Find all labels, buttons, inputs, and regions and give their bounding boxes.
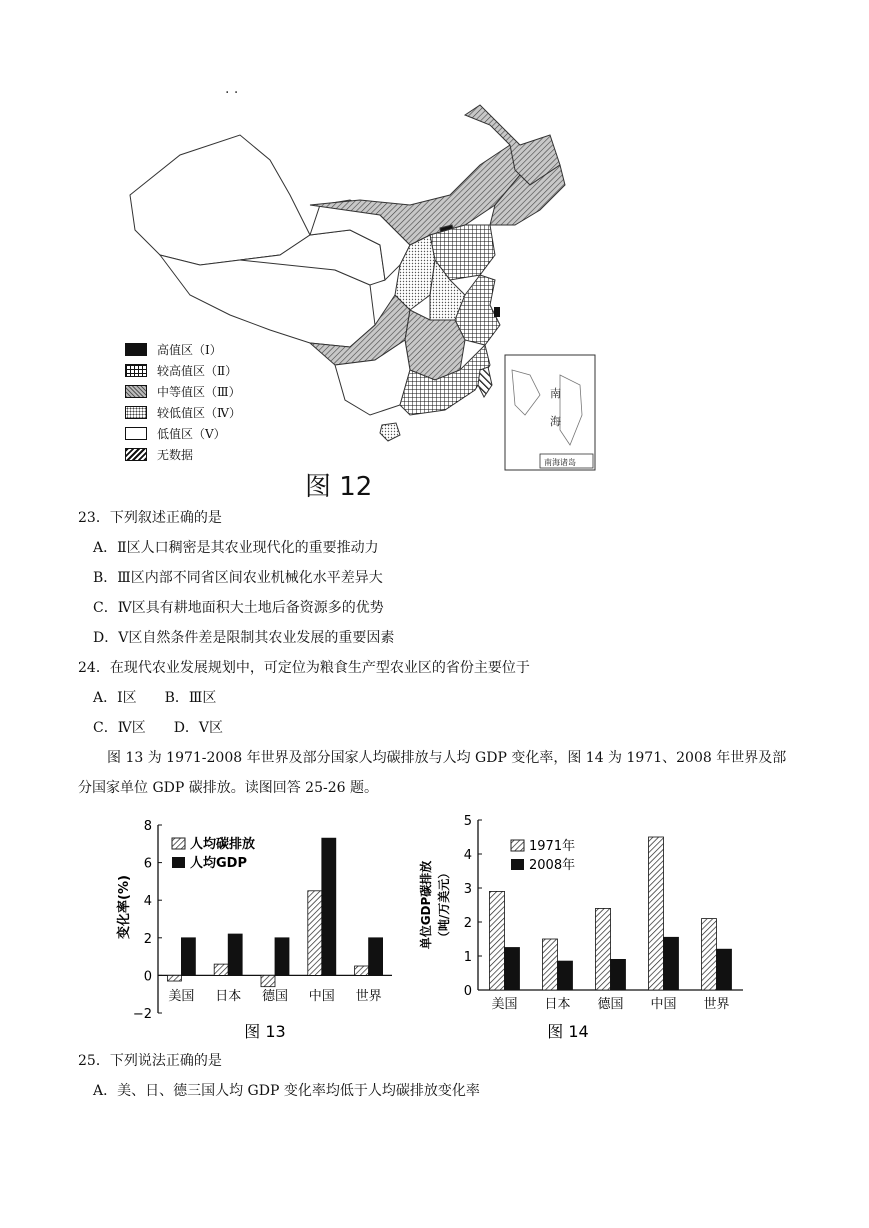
- question-24-options-cd: C．Ⅳ区 D．Ⅴ区: [93, 720, 224, 736]
- inset-label-hai: 海: [550, 415, 561, 428]
- legend-label: 较低值区（Ⅳ）: [157, 406, 241, 420]
- bar-series2: [717, 949, 732, 990]
- legend-swatch-grid: [125, 364, 147, 377]
- china-map-figure: [120, 85, 610, 505]
- figure-13-legend-swatch-solid: [172, 857, 185, 868]
- region-taiwan: [478, 367, 492, 397]
- bar-series1: [596, 908, 611, 990]
- y-tick-label: 0: [463, 984, 472, 999]
- bar-series2: [275, 938, 289, 976]
- figure-14-ylabel: 单位GDP碳排放: [419, 860, 433, 950]
- legend-item-higher: [125, 362, 237, 379]
- legend-label: 无数据: [157, 448, 194, 462]
- figure-14-legend-label-1: 1971年: [529, 839, 576, 854]
- bar-series1: [261, 975, 275, 986]
- y-tick-label: 2: [463, 916, 472, 931]
- china-map: [120, 85, 610, 505]
- x-tick-label: 中国: [650, 997, 677, 1012]
- figure-14-caption: 图 14: [547, 1022, 589, 1041]
- figure-13-legend-swatch-hatch: [172, 838, 185, 849]
- bar-series2: [228, 934, 242, 975]
- figure-13-chart: [110, 812, 400, 1044]
- y-tick-label: 1: [463, 950, 472, 965]
- question-23-stem: 23．下列叙述正确的是: [78, 510, 222, 526]
- legend-item-low: [125, 425, 226, 442]
- bar-series2: [181, 938, 195, 976]
- x-tick-label: 德国: [261, 989, 289, 1004]
- x-tick-label: 美国: [491, 997, 518, 1012]
- legend-swatch-white: [125, 427, 147, 440]
- y-tick-label: 5: [463, 814, 472, 829]
- bar-series1: [543, 939, 558, 990]
- y-tick-label: 6: [143, 856, 152, 872]
- question-23-option-b: B．Ⅲ区内部不同省区间农业机械化水平差异大: [93, 570, 383, 586]
- x-tick-label: 美国: [168, 989, 195, 1004]
- region-hainan: [380, 423, 400, 441]
- region-xinjiang: [130, 135, 310, 265]
- legend-swatch-black: [125, 343, 147, 356]
- legend-swatch-dots: [125, 406, 147, 419]
- bar-series2: [558, 961, 573, 990]
- question-23-option-c: C．Ⅳ区具有耕地面积大土地后备资源多的优势: [93, 600, 384, 616]
- bar-series1: [355, 966, 369, 975]
- figure-12-caption: 图 12: [305, 472, 373, 502]
- x-tick-label: 德国: [597, 997, 624, 1012]
- region-shanghai: [494, 307, 500, 317]
- legend-swatch-hatch: [125, 448, 147, 461]
- intro-paragraph-line2: 分国家单位 GDP 碳排放。读图回答 25-26 题。: [78, 780, 378, 796]
- inset-label-nan: 南: [550, 387, 561, 400]
- bar-series2: [505, 948, 520, 991]
- x-tick-label: 世界: [703, 997, 730, 1012]
- x-tick-label: 中国: [308, 989, 335, 1004]
- legend-label: 较高值区（Ⅱ）: [157, 364, 238, 378]
- figure-14-legend-label-2: 2008年: [529, 858, 576, 873]
- y-tick-label: 4: [143, 894, 152, 910]
- question-24-stem: 24．在现代农业发展规划中，可定位为粮食生产型农业区的省份主要位于: [78, 660, 530, 676]
- bar-series1: [214, 964, 228, 975]
- question-23-option-a: A．Ⅱ区人口稠密是其农业现代化的重要推动力: [93, 540, 379, 556]
- question-23-option-d: D．Ⅴ区自然条件差是限制其农业发展的重要因素: [93, 630, 395, 646]
- x-tick-label: 日本: [215, 989, 242, 1004]
- bar-series1: [649, 837, 664, 990]
- bar-series1: [702, 919, 717, 990]
- cropped-heading-fragment: · ·: [225, 85, 239, 101]
- bar-series2: [664, 937, 679, 990]
- legend-item-lower: [125, 404, 241, 421]
- y-tick-label: 8: [143, 819, 152, 834]
- legend-label: 中等值区（Ⅲ）: [157, 385, 241, 399]
- x-tick-label: 世界: [355, 989, 382, 1004]
- question-25-stem: 25．下列说法正确的是: [78, 1053, 222, 1069]
- bar-series1: [490, 891, 505, 990]
- bar-series2: [369, 938, 383, 976]
- y-tick-label: 4: [463, 848, 472, 863]
- intro-paragraph-line1: 图 13 为 1971-2008 年世界及部分国家人均碳排放与人均 GDP 变化率，图 14 为 1971、2008 年世界及部: [107, 750, 787, 766]
- legend-item-high: [125, 341, 222, 358]
- figure-13-legend-label-1: 人均碳排放: [190, 837, 256, 852]
- bar-series2: [322, 838, 336, 975]
- figure-14-ylabel-unit: （吨/万美元）: [437, 866, 451, 944]
- figure-14-chart: [408, 810, 748, 1042]
- legend-item-medium: [125, 383, 241, 400]
- inset-label-islands: 南海诸岛: [544, 458, 576, 467]
- question-25-option-a: A．美、日、德三国人均 GDP 变化率均低于人均碳排放变化率: [93, 1083, 480, 1099]
- figure-14: [408, 810, 748, 1046]
- y-tick-label: 0: [143, 969, 152, 985]
- figure-14-legend-swatch-hatch: [511, 840, 524, 851]
- figure-14-legend-swatch-solid: [511, 859, 524, 870]
- y-tick-label: 3: [463, 882, 472, 897]
- figure-13-ylabel: 变化率(%): [117, 875, 132, 939]
- bar-series1: [167, 975, 181, 981]
- y-tick-label: −2: [132, 1007, 152, 1022]
- legend-label: 低值区（Ⅴ）: [157, 427, 226, 441]
- figure-13: [110, 812, 400, 1048]
- bar-series2: [611, 959, 626, 990]
- legend-item-nodata: [125, 446, 193, 463]
- figure-13-legend-label-2: 人均GDP: [190, 856, 247, 871]
- question-24-options-ab: A．Ⅰ区 B．Ⅲ区: [93, 690, 217, 706]
- x-tick-label: 日本: [544, 997, 571, 1012]
- bar-series1: [308, 891, 322, 976]
- legend-label: 高值区（Ⅰ）: [157, 343, 222, 357]
- figure-13-caption: 图 13: [244, 1022, 286, 1041]
- legend-swatch-diagonal: [125, 385, 147, 398]
- y-tick-label: 2: [143, 931, 152, 947]
